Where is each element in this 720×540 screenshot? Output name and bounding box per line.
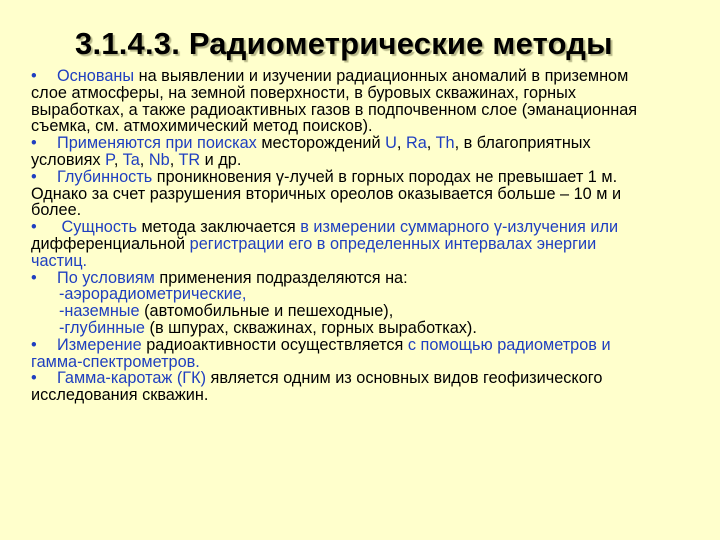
text-span: является одним из основных видов геофизического <box>206 369 603 388</box>
bullet: • <box>31 67 37 85</box>
text-line: гамма-спектрометров. <box>31 352 200 371</box>
text-span: проникновения γ-лучей в горных породах не превышает 1 м. <box>152 167 618 186</box>
text-line <box>31 236 691 253</box>
subtype-line <box>31 303 691 320</box>
text-line: Однако за счет разрушения вторичных ореолов оказывается больше – 10 м и <box>31 184 622 203</box>
text-span: дифференциальной <box>31 234 190 253</box>
bullet: • <box>31 335 37 354</box>
slide-title: 3.1.4.3. Радиометрические методы <box>75 26 613 61</box>
text-line <box>31 370 691 387</box>
element-symbol: Th <box>435 134 455 153</box>
paragraph-logging <box>31 370 691 404</box>
subtype-line <box>31 286 691 303</box>
text-line: выработках, а также радиоактивных газов в подпочвенном слое (эманационная <box>31 100 638 119</box>
slide-content <box>31 68 691 404</box>
term: Гамма-каротаж (ГК) <box>57 369 206 388</box>
paragraph-measurement <box>31 337 691 371</box>
text-line <box>31 270 691 287</box>
text-line: слое атмосферы, на земной поверхности, в буровых скважинах, горных <box>31 83 576 102</box>
text-line <box>31 152 691 169</box>
text-span: , <box>139 150 149 169</box>
term: -наземные <box>59 302 140 321</box>
text-span: и др. <box>200 150 242 169</box>
text-span: на выявлении и изучении радиационных аномалий в приземном <box>134 67 629 85</box>
element-symbol: Nb <box>148 150 170 169</box>
term: По условиям <box>57 268 155 287</box>
paragraph-depth <box>31 169 691 219</box>
text-span: , <box>113 150 123 169</box>
text-line: съемка, см. атмохимический метод поисков). <box>31 117 373 136</box>
bullet: • <box>31 218 37 237</box>
text-span: , <box>426 134 436 153</box>
subtype-line <box>31 320 691 337</box>
text-line: более. <box>31 201 82 220</box>
paragraph-application <box>31 135 691 169</box>
text-line <box>31 337 691 354</box>
text-span: применения подразделяются на: <box>154 268 408 287</box>
text-line <box>31 169 691 186</box>
term: в измерении суммарного γ-излучения или <box>300 218 619 237</box>
term: Основаны <box>57 67 135 85</box>
element-symbol: TR <box>178 150 201 169</box>
text-span: , в благоприятных <box>454 134 591 153</box>
term: -аэрорадиометрические, <box>59 285 247 304</box>
bullet: • <box>31 369 37 388</box>
text-span: условиях <box>31 150 106 169</box>
text-line <box>31 219 691 236</box>
element-symbol: P <box>105 150 114 169</box>
term: с помощью радиометров и <box>407 335 611 354</box>
text-span: радиоактивности осуществляется <box>141 335 408 354</box>
term: регистрации его в определенных интервалах энергии <box>189 234 597 253</box>
term: Измерение <box>57 335 142 354</box>
bullet: • <box>31 134 37 153</box>
text-span: , <box>169 150 179 169</box>
paragraph-basis <box>31 68 691 135</box>
text-span: (в шпурах, скважинах, горных выработках). <box>145 318 477 337</box>
text-span: метода заключается <box>136 218 301 237</box>
text-line: исследования скважин. <box>31 386 209 405</box>
bullet: • <box>31 268 37 287</box>
paragraph-essence <box>31 219 691 269</box>
element-symbol: Ra <box>405 134 427 153</box>
bullet: • <box>31 167 37 186</box>
term: -глубинные <box>59 318 145 337</box>
text-line <box>31 135 691 152</box>
term: Применяются <box>57 134 161 153</box>
element-symbol: Ta <box>122 150 140 169</box>
term: Сущность <box>57 218 137 237</box>
term: Глубинность <box>57 167 153 186</box>
paragraph-conditions <box>31 270 691 337</box>
text-span: (автомобильные и пешеходные), <box>139 302 394 321</box>
term: при поисках <box>165 134 257 153</box>
text-line: частиц. <box>31 251 88 270</box>
text-span: , <box>396 134 406 153</box>
element-symbol: U <box>385 134 397 153</box>
text-line <box>31 68 691 85</box>
text-span: месторождений <box>256 134 386 153</box>
